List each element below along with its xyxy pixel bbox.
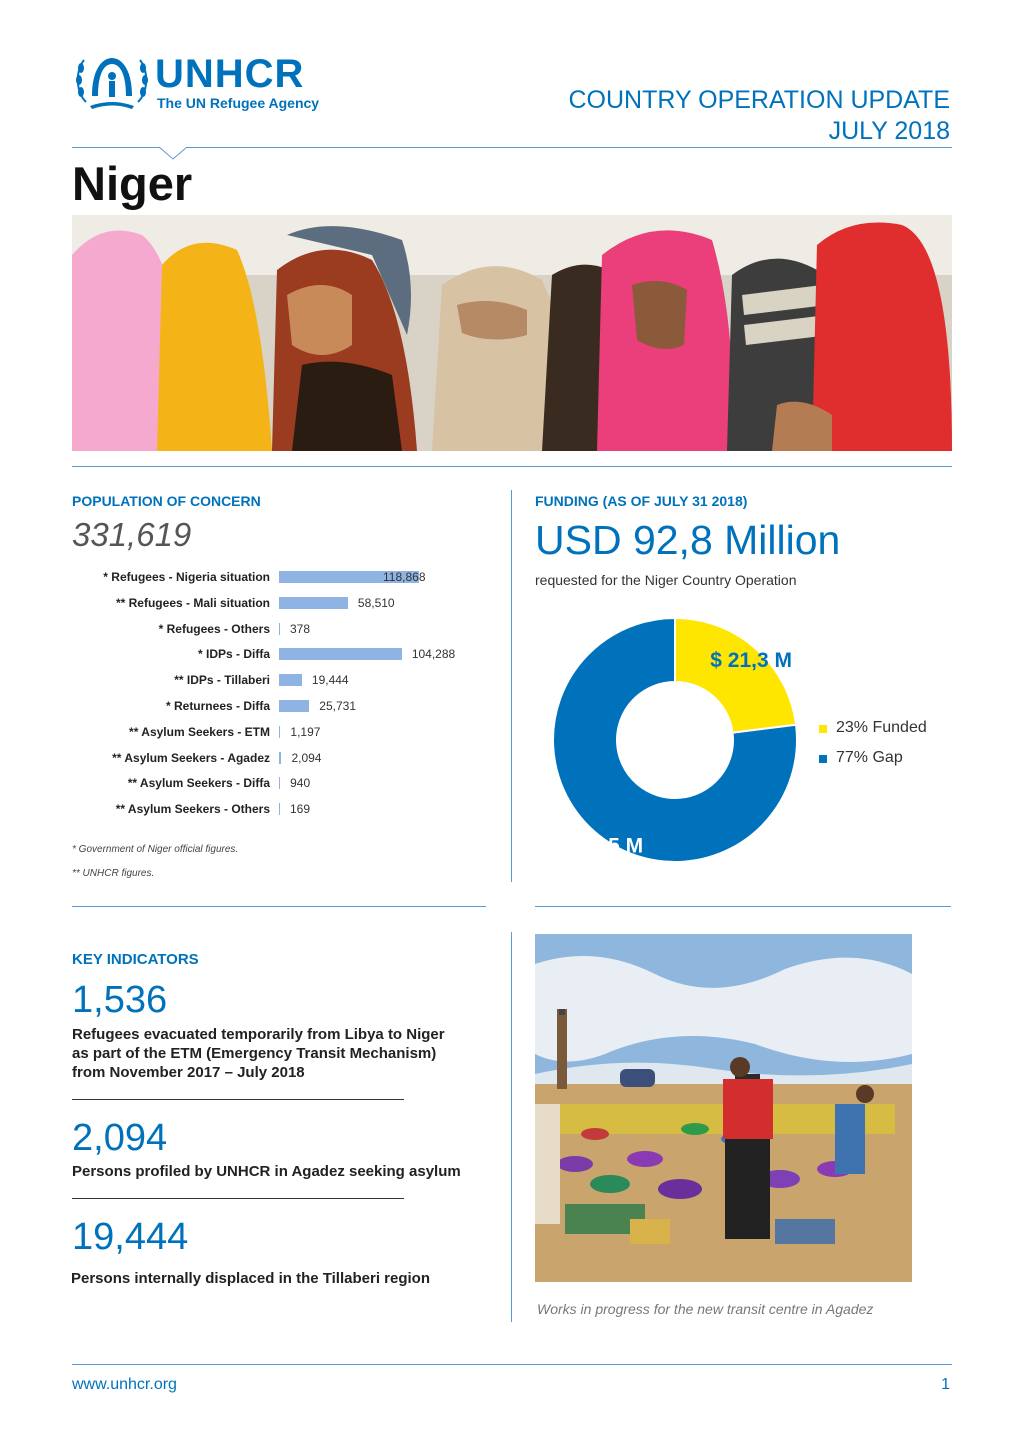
- indicator-profiled-text: Persons profiled by UNHCR in Agadez seeking asylum: [72, 1163, 461, 1180]
- bar: [279, 803, 280, 815]
- footnote-unhcr: ** UNHCR figures.: [72, 868, 155, 879]
- legend-funded-label: 23% Funded: [836, 719, 927, 736]
- column-divider-bottom: [511, 932, 512, 1322]
- population-heading: POPULATION OF CONCERN: [72, 493, 261, 509]
- indicator-displaced-text: Persons internally displaced in the Tillaberi region: [71, 1270, 430, 1287]
- header-divider: [72, 147, 952, 148]
- indicator-divider-2: [72, 1198, 404, 1199]
- transit-centre-photo: [535, 934, 912, 1282]
- country-name: Niger: [72, 157, 193, 210]
- indicator-evacuated-line2: as part of the ETM (Emergency Transit Mechanism): [72, 1045, 437, 1062]
- bar-value-label: 378: [290, 621, 311, 636]
- logo-subtitle: The UN Refugee Agency: [157, 95, 320, 111]
- indicator-evacuated-line3: from November 2017 – July 2018: [72, 1064, 305, 1081]
- legend-gap-label: 77% Gap: [836, 749, 903, 766]
- donut-value-label: $ 21,3 M: [710, 648, 792, 672]
- bar-label: * Refugees - Others: [158, 621, 270, 636]
- page-number: 1: [941, 1376, 950, 1393]
- unhcr-logo: [72, 50, 152, 112]
- bar-label: ** Asylum Seekers - Diffa: [127, 776, 270, 791]
- document-title: COUNTRY OPERATION UPDATE: [568, 86, 950, 114]
- indicator-evacuated-number: 1,536: [72, 979, 168, 1021]
- bar-value-label: 940: [290, 776, 311, 791]
- indicator-divider-1: [72, 1099, 404, 1100]
- bar-label: ** Asylum Seekers - Others: [115, 802, 270, 817]
- donut-slice: [675, 618, 796, 733]
- logo-wordmark: UNHCR: [155, 52, 305, 96]
- key-indicators-heading: KEY INDICATORS: [72, 951, 199, 968]
- bar-label: ** Asylum Seekers - ETM: [129, 724, 270, 739]
- bar: [279, 648, 402, 660]
- hero-photo: [72, 215, 952, 451]
- bar-value-label: 1,197: [290, 724, 321, 739]
- bar-value-label: 118,868: [383, 570, 426, 584]
- bar-label: * Returnees - Diffa: [165, 699, 270, 713]
- bar: [279, 623, 280, 635]
- indicator-evacuated-line1: Refugees evacuated temporarily from Libya to Niger: [72, 1026, 445, 1043]
- bar-value-label: 25,731: [319, 699, 356, 713]
- footer-divider: [72, 1364, 952, 1365]
- funding-amount: USD 92,8 Million: [535, 517, 841, 563]
- bar-value-label: 104,288: [411, 647, 456, 662]
- document-date: JULY 2018: [828, 117, 950, 145]
- left-section-divider: [72, 906, 486, 907]
- bar-label: ** Asylum Seekers - Agadez: [112, 750, 270, 765]
- bar-label: ** Refugees - Mali situation: [115, 595, 270, 610]
- photo-caption: Works in progress for the new transit centre in Agadez: [537, 1301, 874, 1317]
- funding-heading: FUNDING (AS OF JULY 31 2018): [535, 493, 748, 509]
- right-section-divider: [535, 906, 951, 907]
- bar-label: * Refugees - Nigeria situation: [103, 570, 270, 584]
- indicator-profiled-number: 2,094: [72, 1117, 168, 1159]
- bar: [279, 752, 281, 764]
- legend-funded-swatch: [819, 725, 827, 733]
- population-total: 331,619: [72, 516, 192, 553]
- bar: [279, 597, 348, 609]
- legend-gap-swatch: [819, 755, 827, 763]
- bar: [279, 726, 280, 738]
- donut-value-label: $ 71,5 M: [561, 834, 644, 858]
- bar-value-label: 2,094: [291, 750, 322, 765]
- bar-value-label: 169: [290, 802, 311, 817]
- funding-subtitle: requested for the Niger Country Operation: [535, 572, 797, 588]
- bar-label: ** IDPs - Tillaberi: [174, 673, 270, 688]
- column-divider-top: [511, 490, 512, 882]
- website-link[interactable]: www.unhcr.org: [72, 1376, 177, 1393]
- bar-value-label: 58,510: [357, 595, 395, 610]
- funding-donut-chart: [540, 605, 810, 875]
- bar-value-label: 19,444: [311, 673, 349, 688]
- footnote-government: * Government of Niger official figures.: [72, 844, 239, 855]
- bar: [279, 674, 302, 686]
- indicator-evacuated-text: [72, 1025, 445, 1082]
- hero-divider: [72, 466, 952, 467]
- bar: [279, 700, 309, 712]
- bar: [279, 777, 280, 789]
- bar-label: * IDPs - Diffa: [197, 647, 270, 662]
- indicator-displaced-number: 19,444: [72, 1216, 189, 1258]
